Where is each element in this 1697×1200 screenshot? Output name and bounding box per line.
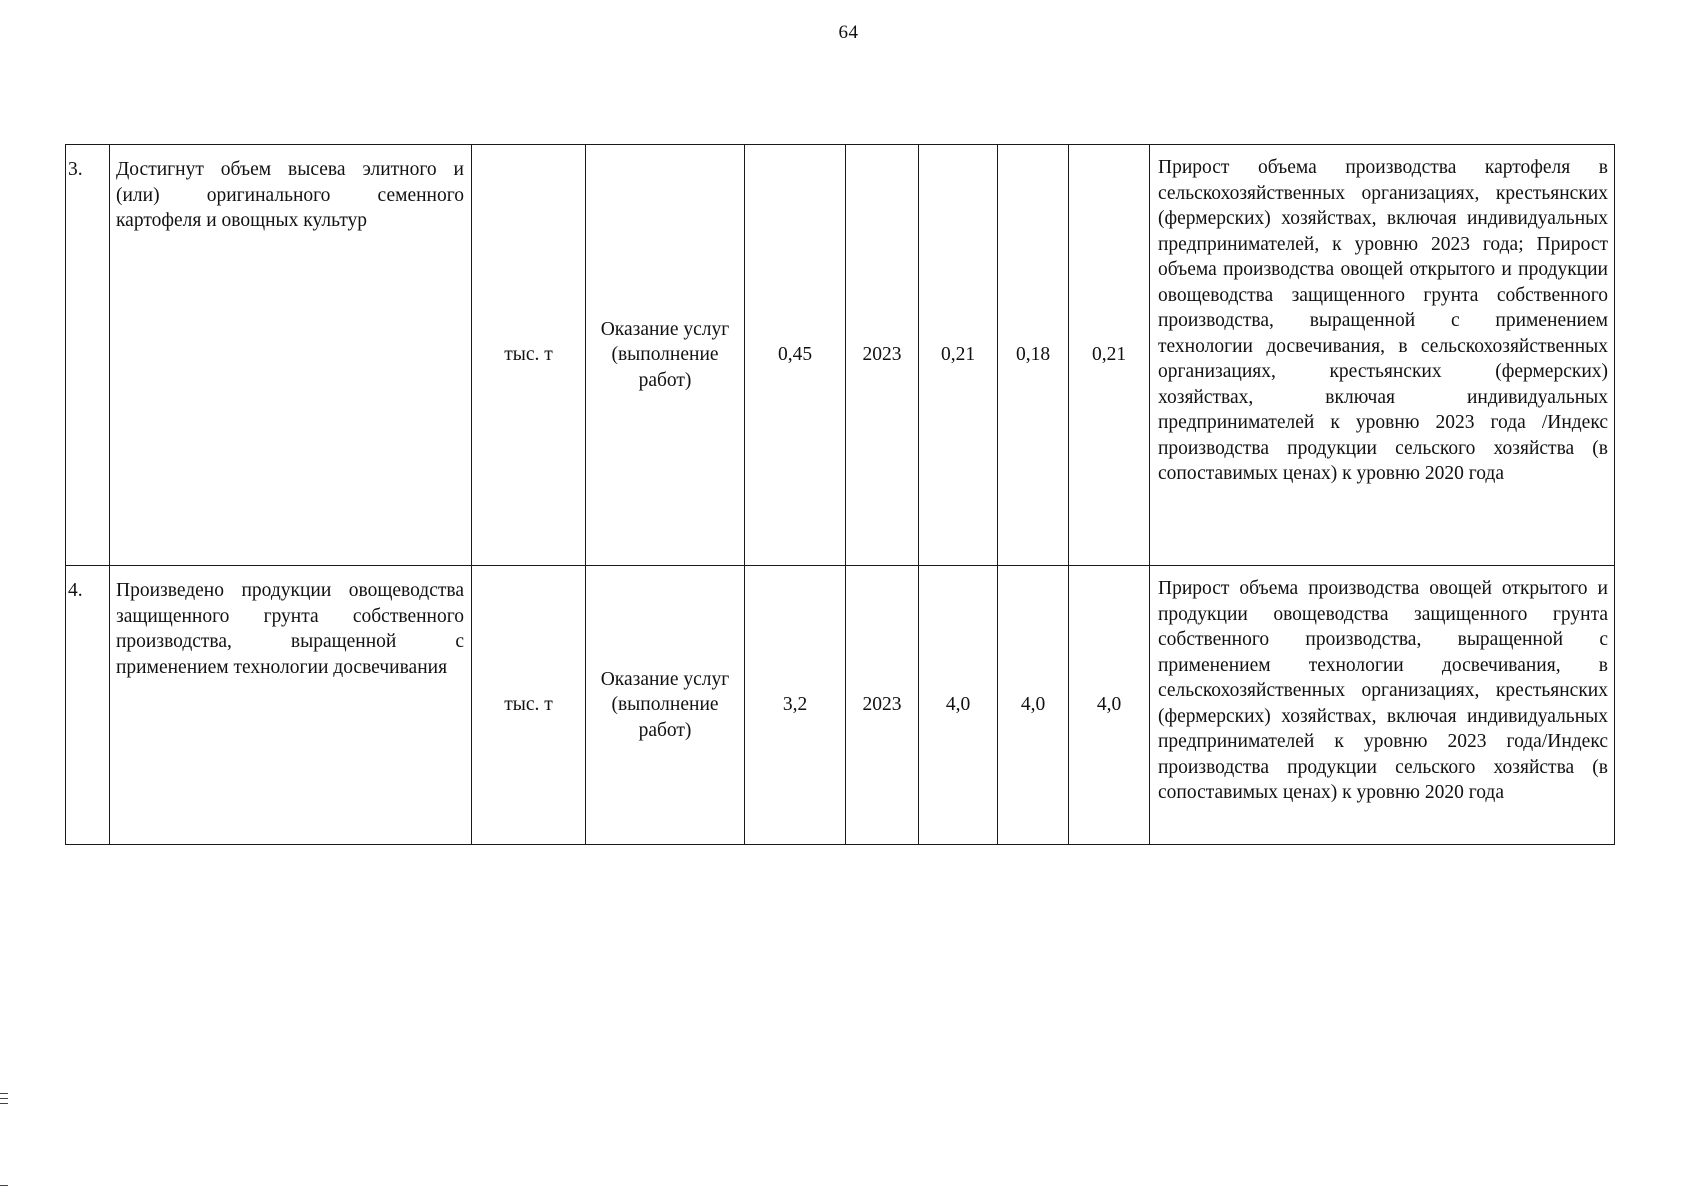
table-row (66, 145, 1615, 566)
value-3-cell: 0,21 (1069, 145, 1150, 566)
page-number: 64 (838, 22, 859, 43)
table-row (66, 566, 1615, 845)
description-cell: Прирост объема производства картофеля в сельскохозяйственных организациях, крестьянских (фермерских) хозяйствах, включая индивидуальных предпринимателей, к уровню 2023 года; Прирост объема производства овощей открытого и продукции овощеводства защищенного грунта собственного производства, выращенной с применением технологии досвечивания, в сельскохозяйственных организациях, крестьянских (фермерских) хозяйствах, включая индивидуальных предпринимателей к уровню 2023 года /Индекс производства продукции сельского хозяйства (в сопоставимых ценах) к уровню 2020 года (1150, 145, 1615, 566)
row-number: 3. (66, 145, 110, 566)
scan-margin-mark (0, 1185, 8, 1186)
result-name: Произведено продукции овощеводства защищенного грунта собственного производства, выращенной с применением технологии досвечивания (110, 566, 472, 845)
unit-cell: тыс. т (472, 566, 586, 845)
unit-cell: тыс. т (472, 145, 586, 566)
year-cell: 2023 (846, 566, 919, 845)
year-cell: 2023 (846, 145, 919, 566)
description-cell: Прирост объема производства овощей открытого и продукции овощеводства защищенного грунта собственного производства, выращенной с применением технологии досвечивания, в сельскохозяйственных организациях, крестьянских (фермерских) хозяйствах, включая индивидуальных предпринимателей к уровню 2023 года/Индекс производства продукции сельского хозяйства (в сопоставимых ценах) к уровню 2020 года (1150, 566, 1615, 845)
row-number: 4. (66, 566, 110, 845)
value-2-cell: 4,0 (998, 566, 1069, 845)
base-value-cell: 0,45 (745, 145, 846, 566)
scan-margin-mark (0, 1103, 8, 1104)
value-1-cell: 0,21 (919, 145, 998, 566)
type-cell: Оказание услуг (выполнение работ) (586, 145, 745, 566)
indicators-table (65, 144, 1615, 845)
value-2-cell: 0,18 (998, 145, 1069, 566)
value-1-cell: 4,0 (919, 566, 998, 845)
scan-margin-mark (0, 1098, 8, 1099)
value-3-cell: 4,0 (1069, 566, 1150, 845)
type-cell: Оказание услуг (выполнение работ) (586, 566, 745, 845)
base-value-cell: 3,2 (745, 566, 846, 845)
result-name: Достигнут объем высева элитного и (или) оригинального семенного картофеля и овощных культур (110, 145, 472, 566)
scan-margin-mark (0, 1093, 8, 1094)
